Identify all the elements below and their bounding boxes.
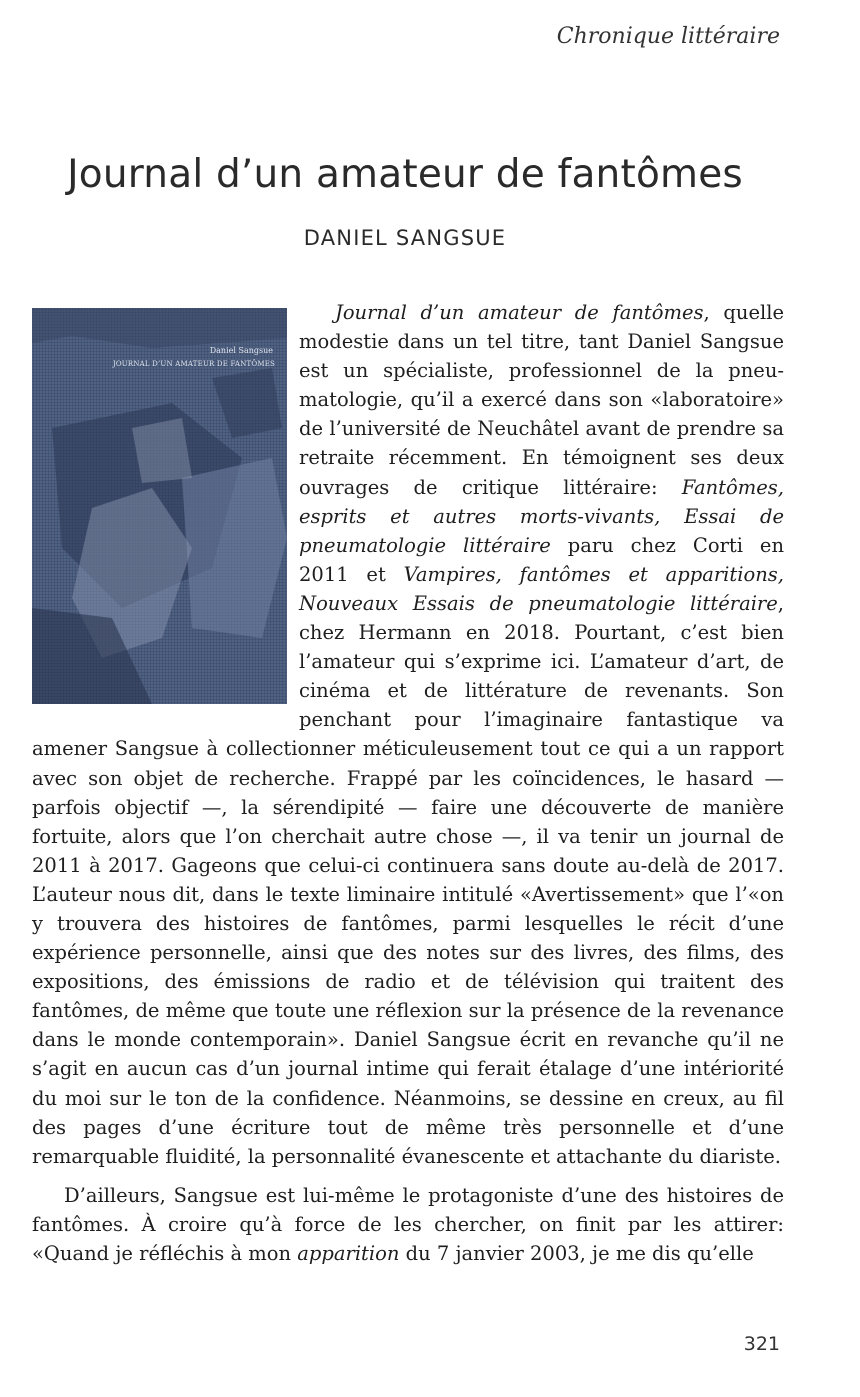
cover-author: Daniel Sangsue xyxy=(209,346,273,355)
paragraph-2 xyxy=(32,1181,784,1268)
cover-title: JOURNAL D’UN AMATEUR DE FANTÔMES xyxy=(112,360,275,368)
article-author: DANIEL SANGSUE xyxy=(303,226,507,250)
page-number: 321 xyxy=(743,1333,780,1355)
cover-wrap-spacer xyxy=(32,298,299,706)
text-run: , chez Hermann en 2018. Pourtant, c’est bien l’amateur qui s’exprime ici. L’amateur d’art, de cinéma et de littérature de revenants. Son penchant pour l’imaginaire fantastique va amener Sangsue à collectionner méticuleusement tout ce qui a un rapport avec son objet de recherche. Frappé par les coïncidences, le hasard — parfois objectif —, la sérendipité — faire une découverte de manière fortuite, alors que l’on cherchait autre chose —, il va tenir un journal de 2011 à 2017. Gageons que celui-ci continuera sans doute au-delà de 2017. L’auteur nous dit, dans le texte liminaire intitulé «Avertissement» que l’«on y trouvera des histoires de fantômes, parmi lesquelles le récit d’une expérience personnelle, ainsi que des notes sur des livres, des films, des expositions, des émissions de radio et de télévision qui traitent des fantômes, de même que toute une réflexion sur la présence de la revenance dans le monde contemporain». Daniel Sangsue écrit en revanche qu’il ne s’agit en aucun cas d’un journal intime qui ferait étalage d’une intériorité du moi sur le ton de la confidence. Néanmoins, se dessine en creux, au fil des pages d’une écriture tout de même très personnelle et d’une remarquable fluidité, la personnalité évanescente et attachante du diariste. xyxy=(32,591,784,1168)
text-run: D’ailleurs, Sangsue est lui-même le protagoniste d’une des histoires de fantômes. À croire qu’à force de les chercher, on finit par les attirer: «Quand je réfléchis à mon xyxy=(32,1183,784,1265)
text-run: du 7 janvier 2003, je me dis qu’elle xyxy=(399,1242,754,1265)
article-body xyxy=(32,298,784,1268)
text-run: Vampires, fantômes et apparitions, Nouveaux Essais de pneumatologie littéraire xyxy=(299,562,784,615)
running-head: Chronique littéraire xyxy=(556,24,780,49)
text-run: Journal d’un amateur de fantômes xyxy=(335,301,704,324)
text-run: Fantômes, esprits et autres morts-vivants, Essai de pneumatologie littéraire xyxy=(299,475,784,557)
text-run: , quelle modestie dans un tel titre, tant Daniel Sangsue est un spécialiste, professionnel de la pneumatologie, qu’il a exercé dans son «laboratoire» de l’université de Neuchâtel avant de prendre sa retraite récemment. En témoignent ses deux ouvrages de critique littéraire: xyxy=(299,301,784,499)
article-title: Journal d’un amateur de fantômes xyxy=(67,152,743,197)
text-run: apparition xyxy=(297,1242,400,1265)
text-run: paru chez Corti en 2011 et xyxy=(299,533,785,586)
